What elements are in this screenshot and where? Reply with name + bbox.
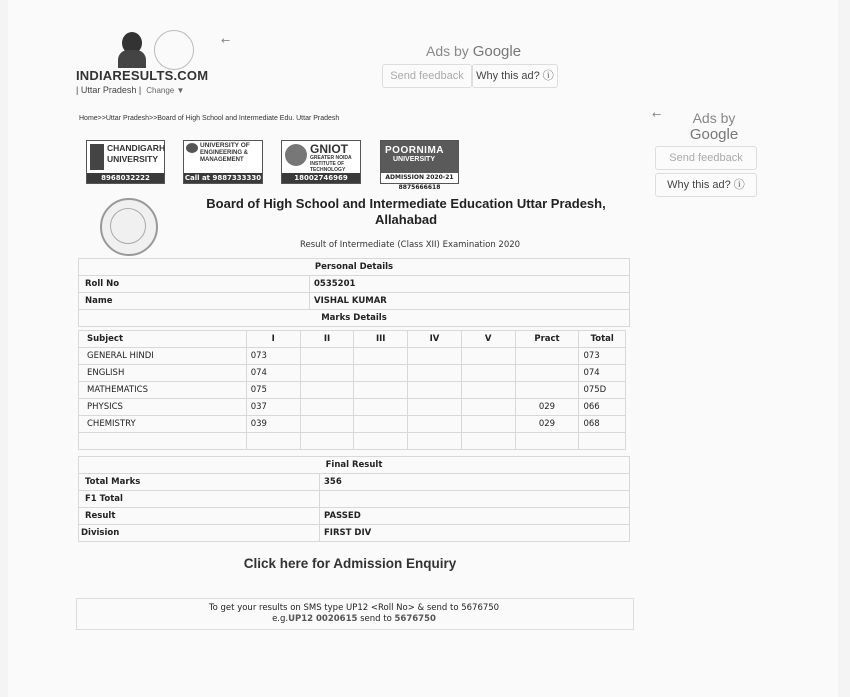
mark-cell: 037: [246, 399, 300, 416]
mark-cell: [461, 348, 515, 365]
col-iv: IV: [408, 331, 462, 348]
mark-cell: 039: [246, 416, 300, 433]
mark-cell: [300, 365, 354, 382]
col-subject: Subject: [79, 331, 247, 348]
site-logo[interactable]: INDIARESULTS.COM: [76, 68, 209, 83]
col-v: V: [461, 331, 515, 348]
total-cell: 066: [579, 399, 626, 416]
banner-ad-phone: 18002746969: [282, 173, 360, 183]
roll-no-value: 0535201: [310, 276, 630, 293]
logo-person-body: [118, 50, 146, 68]
marks-details-heading: Marks Details: [79, 310, 630, 327]
sms-example-mid: send to: [357, 614, 395, 624]
division-value: FIRST DIV: [320, 525, 630, 542]
roll-no-label: Roll No: [79, 276, 310, 293]
send-feedback-button-side[interactable]: Send feedback: [655, 146, 757, 170]
why-this-ad-button-side[interactable]: Why this ad? ⓘ: [655, 173, 757, 197]
col-ii: II: [300, 331, 354, 348]
send-feedback-button-top[interactable]: Send feedback: [382, 64, 472, 88]
mark-cell: [354, 348, 408, 365]
table-row: [79, 508, 630, 525]
name-value: VISHAL KUMAR: [310, 293, 630, 310]
mark-cell: [408, 416, 462, 433]
col-total: Total: [579, 331, 626, 348]
mark-cell: [300, 399, 354, 416]
banner-ad-uem[interactable]: [183, 140, 263, 184]
why-this-ad-button-top[interactable]: Why this ad? ⓘ: [472, 64, 558, 88]
subject-cell: GENERAL HINDI: [79, 348, 247, 365]
uem-logo-icon: [186, 143, 198, 153]
personal-details-table: [78, 258, 630, 327]
total-cell: 073: [579, 348, 626, 365]
mark-cell: [408, 399, 462, 416]
table-row: [79, 382, 626, 399]
subject-cell: MATHEMATICS: [79, 382, 247, 399]
f1-total-value: [320, 491, 630, 508]
mark-cell: [354, 365, 408, 382]
banner-ad-phone: 8968032222: [87, 173, 164, 183]
col-pract: Pract: [515, 331, 579, 348]
banner-ad-line2: ENGINEERING & MANAGEMENT: [200, 150, 249, 163]
board-seal-inner: [110, 208, 146, 244]
banner-ad-phone: Call at 9887333330: [184, 174, 262, 182]
subject-cell: ENGLISH: [79, 365, 247, 382]
final-result-heading: Final Result: [79, 457, 630, 474]
subject-cell: PHYSICS: [79, 399, 247, 416]
mark-cell: 075: [246, 382, 300, 399]
final-result-table: [78, 456, 630, 542]
mark-cell: [408, 382, 462, 399]
banner-ad-chandigarh[interactable]: [86, 140, 165, 184]
total-marks-value: 356: [320, 474, 630, 491]
mark-cell: [461, 399, 515, 416]
table-row: [79, 416, 626, 433]
banner-ad-line2: UNIVERSITY: [393, 156, 436, 163]
subject-cell: CHEMISTRY: [79, 416, 247, 433]
result-label: Result: [79, 508, 320, 525]
pract-cell: [515, 365, 579, 382]
table-row: [79, 491, 630, 508]
banner-ad-line2: GREATER NOIDA INSTITUTE OF TECHNOLOGY: [310, 155, 352, 173]
result-value: PASSED: [320, 508, 630, 525]
pract-cell: 029: [515, 399, 579, 416]
name-label: Name: [79, 293, 310, 310]
banner-ad-line1: GNIOT: [310, 142, 348, 156]
mark-cell: [461, 365, 515, 382]
banner-ad-phone: ADMISSION 2020-21 8875666618: [381, 173, 458, 183]
table-row: [79, 348, 626, 365]
banner-ad-poornima[interactable]: [380, 140, 459, 191]
mark-cell: [461, 382, 515, 399]
change-state-link[interactable]: Change ▼: [146, 86, 185, 95]
mark-cell: [300, 416, 354, 433]
state-label: | Uttar Pradesh |: [76, 85, 142, 95]
sms-example-prefix: e.g.: [272, 614, 289, 624]
division-label: Division: [79, 525, 320, 542]
table-row: [79, 525, 630, 542]
mark-cell: 074: [246, 365, 300, 382]
state-selector[interactable]: [76, 85, 184, 95]
gniot-logo-icon: [285, 144, 307, 166]
pract-cell: [515, 382, 579, 399]
back-arrow-icon[interactable]: ←: [221, 34, 231, 47]
total-cell: 075D: [579, 382, 626, 399]
mark-cell: [354, 416, 408, 433]
personal-details-heading: Personal Details: [79, 259, 630, 276]
banner-ad-line1: POORNIMA: [385, 145, 444, 156]
f1-total-label: F1 Total: [79, 491, 320, 508]
cu-shield-icon: [90, 144, 104, 170]
table-row: [79, 474, 630, 491]
sms-example: [76, 614, 632, 624]
table-row: [79, 399, 626, 416]
banner-ad-line1: CHANDIGARH: [107, 143, 166, 153]
side-ad-arrow-icon[interactable]: ←: [652, 108, 662, 121]
total-cell: 068: [579, 416, 626, 433]
banner-ad-gniot[interactable]: [281, 140, 361, 184]
mark-cell: [408, 365, 462, 382]
banner-ad-line1: UNIVERSITY OF: [200, 142, 250, 149]
col-i: I: [246, 331, 300, 348]
marks-header-row: [79, 331, 626, 348]
table-row: [79, 276, 630, 293]
breadcrumb[interactable]: Home>>Uttar Pradesh>>Board of High School and Intermediate Edu. Uttar Pradesh: [79, 115, 340, 122]
banner-ad-line2: UNIVERSITY: [107, 154, 159, 164]
mark-cell: 073: [246, 348, 300, 365]
table-row-empty: [79, 433, 626, 450]
total-marks-label: Total Marks: [79, 474, 320, 491]
total-cell: 074: [579, 365, 626, 382]
sms-instruction: To get your results on SMS type UP12 <Roll No> & send to 5676750: [208, 603, 500, 613]
table-row: [79, 293, 630, 310]
admission-enquiry-link[interactable]: Click here for Admission Enquiry: [243, 556, 457, 571]
board-title: Board of High School and Intermediate Education Uttar Pradesh, Allahabad: [206, 196, 606, 227]
mark-cell: [300, 382, 354, 399]
mark-cell: [300, 348, 354, 365]
mark-cell: [461, 416, 515, 433]
mark-cell: [354, 399, 408, 416]
col-iii: III: [354, 331, 408, 348]
sms-example-code: UP12 0020615: [288, 614, 358, 624]
pract-cell: 029: [515, 416, 579, 433]
mark-cell: [354, 382, 408, 399]
mark-cell: [408, 348, 462, 365]
pract-cell: [515, 348, 579, 365]
marks-table: [78, 330, 626, 450]
table-row: [79, 365, 626, 382]
logo-map-icon: [154, 30, 194, 70]
sms-example-number: 5676750: [394, 614, 436, 624]
ads-by-google-side: Ads by Google: [689, 110, 739, 143]
exam-title: Result of Intermediate (Class XII) Examination 2020: [299, 240, 521, 250]
ads-by-google-top: Ads by Google: [426, 43, 522, 60]
